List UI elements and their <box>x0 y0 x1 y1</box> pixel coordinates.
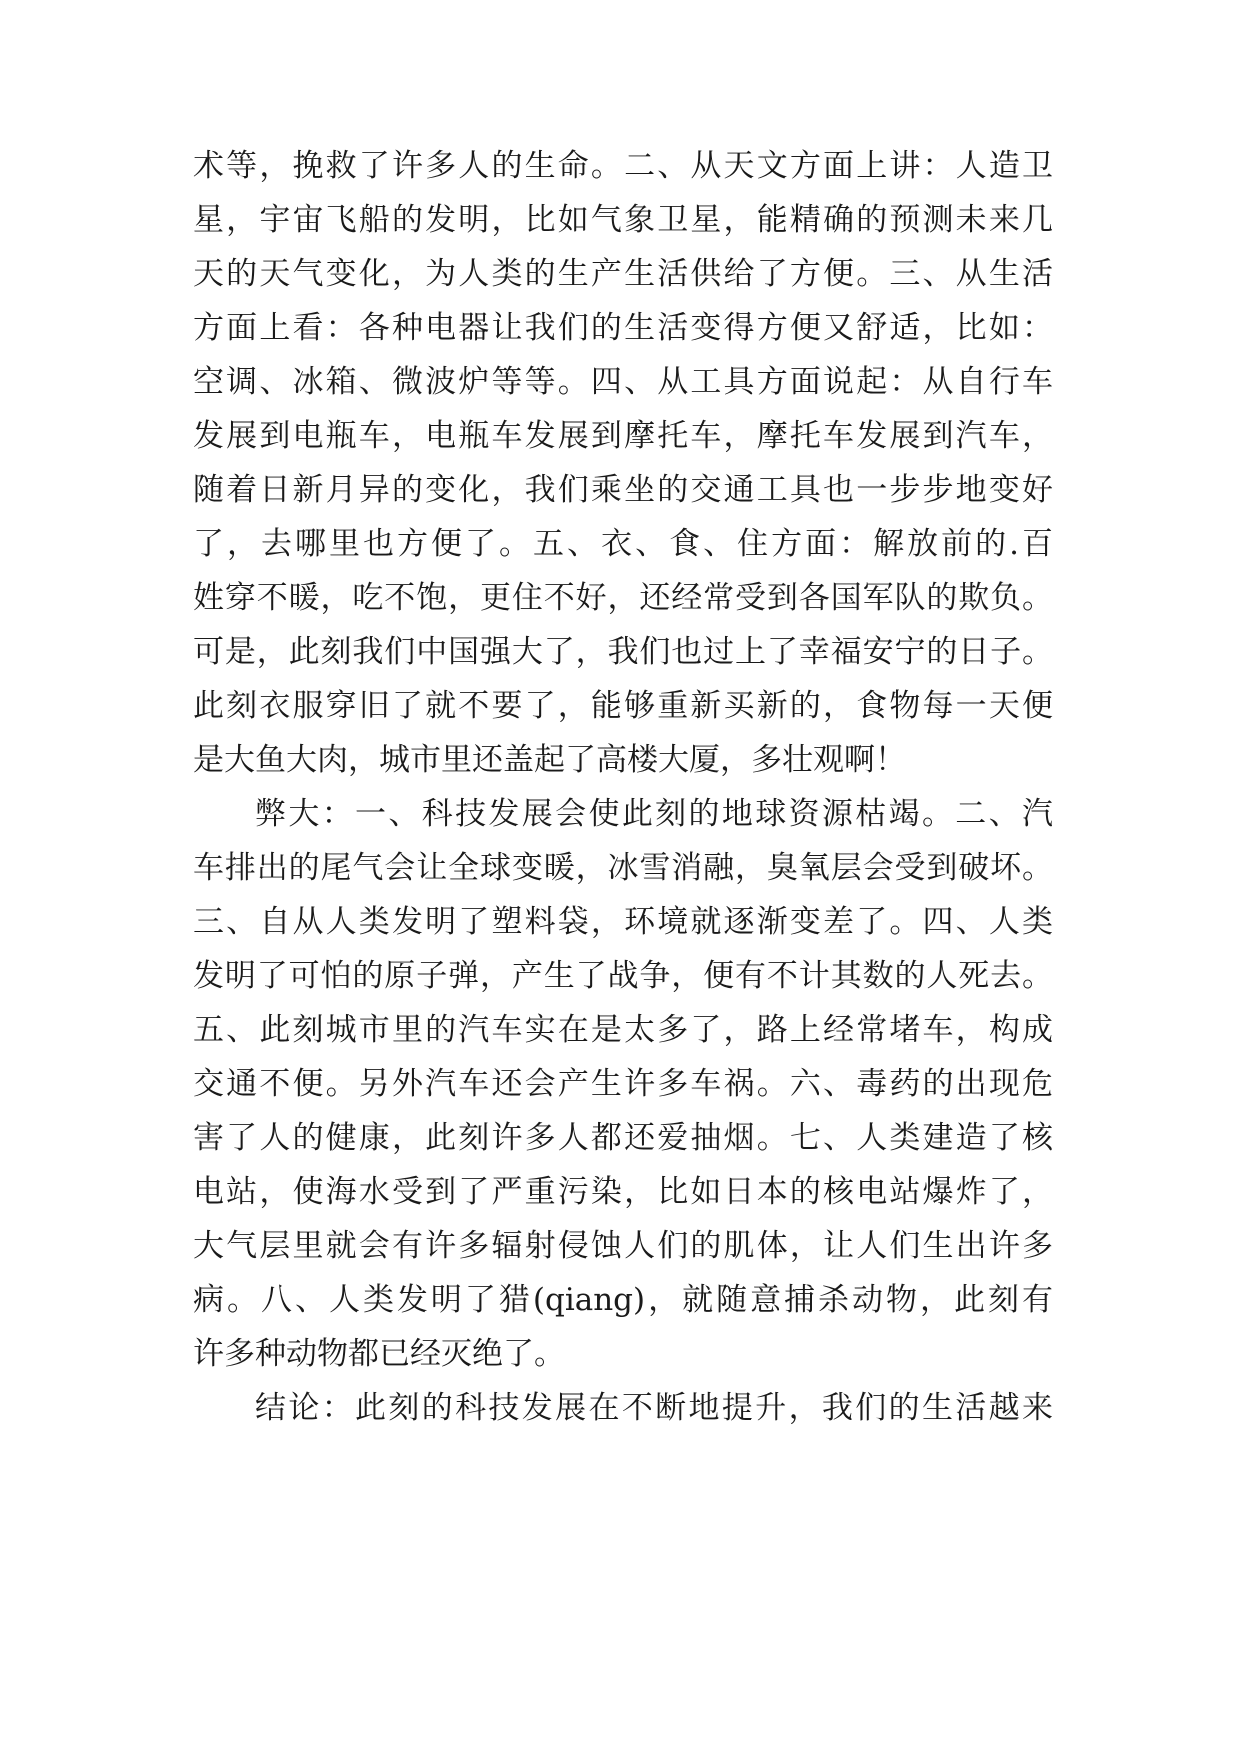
text-line: 发明了可怕的原子弹，产生了战争，便有不计其数的人死去。 <box>193 958 1053 994</box>
text-line: 姓穿不暖，吃不饱，更住不好，还经常受到各国军队的欺负。 <box>193 580 1053 616</box>
text-line: 车排出的尾气会让全球变暖，冰雪消融，臭氧层会受到破坏。 <box>193 850 1053 886</box>
text-line: 发展到电瓶车，电瓶车发展到摩托车，摩托车发展到汽车， <box>193 418 1053 454</box>
text-line: 可是，此刻我们中国强大了，我们也过上了幸福安宁的日子。 <box>193 634 1053 670</box>
paragraph-first-line: 弊大：一、科技发展会使此刻的地球资源枯竭。二、汽 <box>255 796 1053 832</box>
text-line: 是大鱼大肉，城市里还盖起了高楼大厦，多壮观啊！ <box>193 742 906 778</box>
text-line: 大气层里就会有许多辐射侵蚀人们的肌体，让人们生出许多 <box>193 1228 1053 1264</box>
text-line: 五、此刻城市里的汽车实在是太多了，路上经常堵车，构成 <box>193 1012 1053 1048</box>
text-line: 星，宇宙飞船的发明，比如气象卫星，能精确的预测未来几 <box>193 202 1053 238</box>
text-line: 病。八、人类发明了猎(qiang)，就随意捕杀动物，此刻有 <box>193 1282 1053 1318</box>
text-line: 随着日新月异的变化，我们乘坐的交通工具也一步步地变好 <box>193 472 1053 508</box>
text-line: 许多种动物都已经灭绝了。 <box>193 1336 565 1372</box>
text-line: 三、自从人类发明了塑料袋，环境就逐渐变差了。四、人类 <box>193 904 1053 940</box>
text-line: 空调、冰箱、微波炉等等。四、从工具方面说起：从自行车 <box>193 364 1053 400</box>
text-line: 方面上看：各种电器让我们的生活变得方便又舒适，比如： <box>193 310 1053 346</box>
text-line: 了，去哪里也方便了。五、衣、食、住方面：解放前的.百 <box>193 526 1053 562</box>
text-line: 此刻衣服穿旧了就不要了，能够重新买新的，食物每一天便 <box>193 688 1053 724</box>
text-line: 交通不便。另外汽车还会产生许多车祸。六、毒药的出现危 <box>193 1066 1053 1102</box>
text-line: 术等，挽救了许多人的生命。二、从天文方面上讲：人造卫 <box>193 148 1053 184</box>
text-line: 害了人的健康，此刻许多人都还爱抽烟。七、人类建造了核 <box>193 1120 1053 1156</box>
text-line: 电站，使海水受到了严重污染，比如日本的核电站爆炸了， <box>193 1174 1053 1210</box>
text-line: 天的天气变化，为人类的生产生活供给了方便。三、从生活 <box>193 256 1053 292</box>
paragraph-first-line: 结论：此刻的科技发展在不断地提升，我们的生活越来 <box>255 1390 1053 1426</box>
